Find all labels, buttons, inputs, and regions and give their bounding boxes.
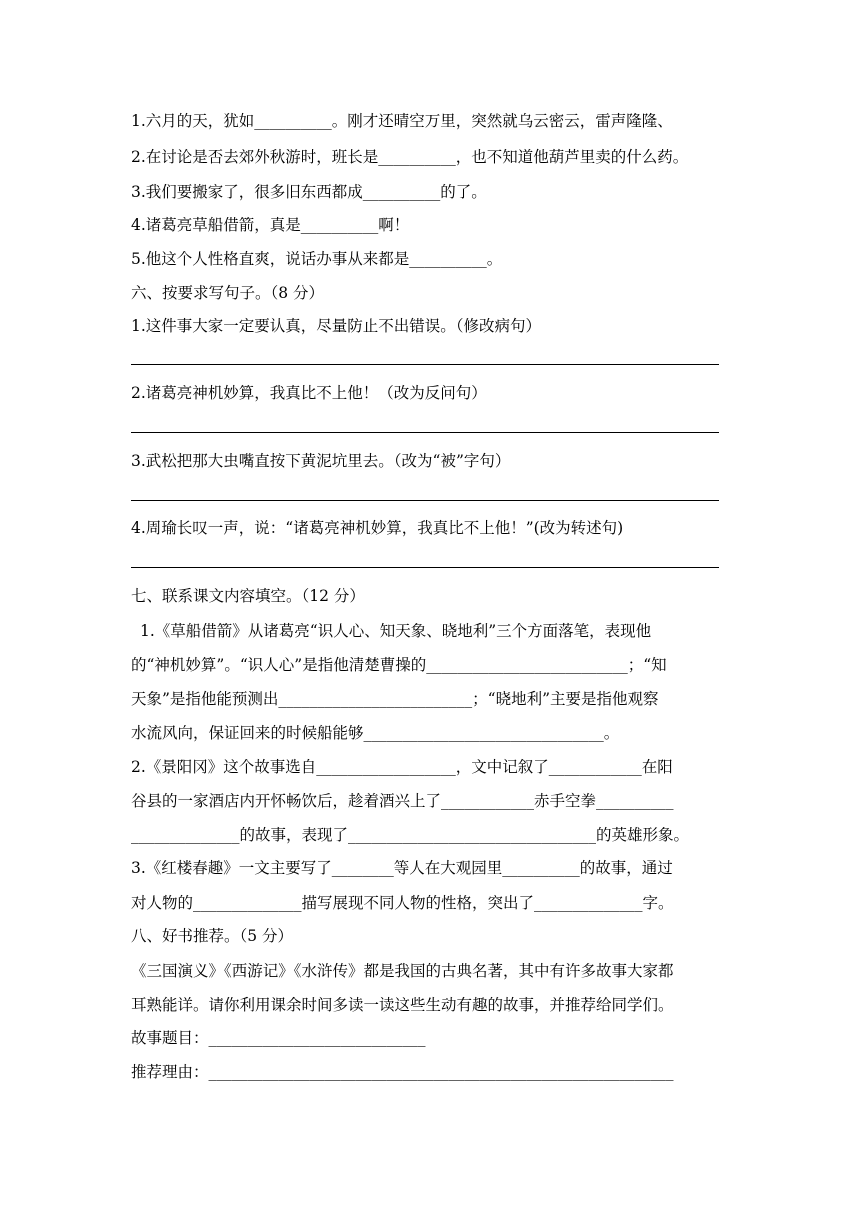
story-title-field[interactable]: 故事题目：____________________________ <box>131 1029 426 1047</box>
answer-line-6-4[interactable] <box>131 567 719 568</box>
section7-heading: 七、联系课文内容填空。（12 分） <box>131 587 365 605</box>
section5-item-2: 2.在讨论是否去郊外秋游时，班长是__________，也不知道他葫芦里卖的什么药。 <box>131 148 689 166</box>
answer-line-6-2[interactable] <box>131 432 719 433</box>
section6-heading: 六、按要求写句子。（8 分） <box>131 284 325 302</box>
section5-item-3: 3.我们要搬家了，很多旧东西都成__________的了。 <box>131 183 487 201</box>
section7-line-9: 对人物的______________描写展现不同人物的性格，突出了______________字。 <box>131 894 674 912</box>
section7-line-2: 的“神机妙算”。“识人心”是指他清楚曹操的__________________________；“知 <box>131 656 667 674</box>
recommend-reason-field[interactable]: 推荐理由：____________________________________________________________ <box>131 1063 674 1081</box>
section6-item-4: 4.周瑜长叹一声，说：“诸葛亮神机妙算，我真比不上他！”(改为转述句) <box>131 519 624 537</box>
section5-item-4: 4.诸葛亮草船借箭，真是__________啊！ <box>131 216 410 234</box>
section7-line-1: 1.《草船借箭》从诸葛亮“识人心、知天象、晓地利”三个方面落笔，表现他 <box>140 622 652 640</box>
section6-item-1: 1.这件事大家一定要认真，尽量防止不出错误。（修改病句） <box>131 317 542 335</box>
section7-line-5: 2.《景阳冈》这个故事选自__________________，文中记叙了____________在阳 <box>131 758 673 776</box>
section8-line-1: 《三国演义》《西游记》《水浒传》都是我国的古典名著，其中有许多故事大家都 <box>131 962 674 980</box>
answer-line-6-1[interactable] <box>131 364 719 365</box>
section8-line-2: 耳熟能详。请你利用课余时间多读一读这些生动有趣的故事，并推荐给同学们。 <box>131 996 674 1014</box>
section7-line-6: 谷县的一家酒店内开怀畅饮后，趁着酒兴上了____________赤手空拳__________ <box>131 792 674 810</box>
answer-line-6-3[interactable] <box>131 500 719 501</box>
section7-line-8: 3.《红楼春趣》一文主要写了________等人在大观园里__________的故事，通过 <box>131 859 673 877</box>
section7-line-3: 天象”是指他能预测出_________________________；“晓地利”主要是指他观察 <box>131 690 659 708</box>
section8-heading: 八、好书推荐。（5 分） <box>131 927 294 945</box>
section6-item-2: 2.诸葛亮神机妙算，我真比不上他！（改为反问句） <box>131 384 487 402</box>
section5-item-1: 1.六月的天，犹如__________。刚才还晴空万里，突然就乌云密云，雷声隆隆、 <box>131 112 673 130</box>
section7-line-7: ______________的故事，表现了________________________________的英雄形象。 <box>131 826 690 844</box>
section6-item-3: 3.武松把那大虫嘴直按下黄泥坑里去。（改为“被”字句） <box>131 452 511 470</box>
section7-line-4: 水流风向，保证回来的时候船能够_______________________________。 <box>131 724 620 742</box>
section5-item-5: 5.他这个人性格直爽，说话办事从来都是__________。 <box>131 250 503 268</box>
